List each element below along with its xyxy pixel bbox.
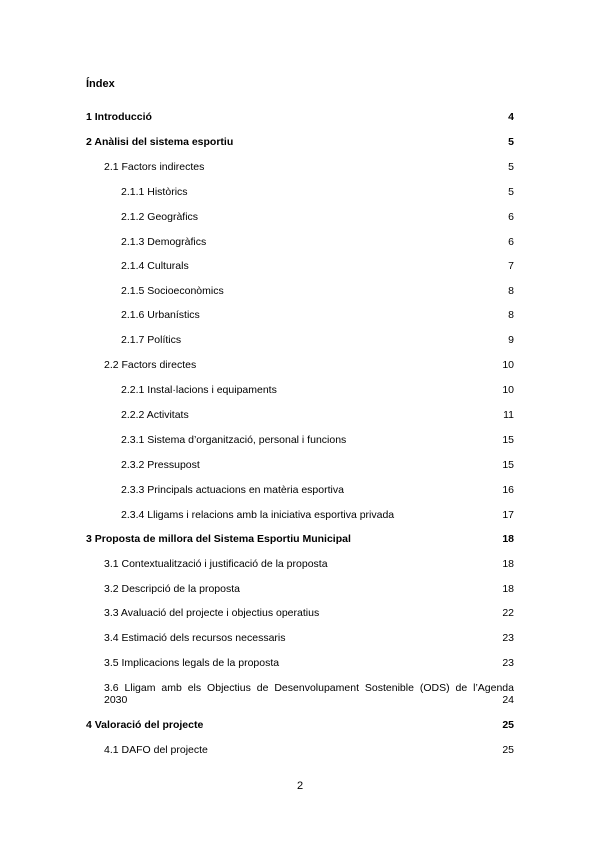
toc-entry[interactable] [121,383,514,397]
toc-entry-title: 3.6 Lligam amb els Objectius de Desenvolupament Sostenible (ODS) de l’Agenda [104,682,514,694]
toc-entry-title: 2.1.6 Urbanístics [121,309,200,321]
toc-entry-title: 2.3.2 Pressupost [121,459,200,471]
toc-entry-title: 2.1 Factors indirectes [104,161,205,173]
toc-entry[interactable] [104,656,514,670]
toc-entry[interactable] [121,259,514,273]
toc-entry-title: 2.2.1 Instal·lacions i equipaments [121,384,277,396]
toc-entry-page: 6 [508,236,514,248]
toc-entry[interactable] [121,333,514,347]
toc-entry[interactable] [86,532,514,546]
toc-entry-page: 15 [502,459,514,471]
page-heading: Índex [86,78,115,90]
toc-entry[interactable] [86,110,514,124]
toc-entry-page: 25 [502,719,514,731]
toc-entry-page: 24 [502,694,514,706]
toc-entry-title: 2 Anàlisi del sistema esportiu [86,136,234,148]
toc-entry[interactable] [104,631,514,645]
toc-entry-page: 5 [508,136,514,148]
toc-entry[interactable] [104,160,514,174]
toc-entry[interactable] [121,308,514,322]
toc-entry-title: 4 Valoració del projecte [86,719,204,731]
toc-entry-title: 3.1 Contextualització i justificació de la proposta [104,558,328,570]
toc-entry[interactable] [121,458,514,472]
toc-entry-title: 1 Introducció [86,111,152,123]
toc-entry[interactable] [86,718,514,732]
toc-entry-page: 7 [508,260,514,272]
toc-entry-page: 5 [508,186,514,198]
toc-entry-page: 9 [508,334,514,346]
toc-entry-title: 2.1.1 Històrics [121,186,188,198]
toc-entry-page: 4 [508,111,514,123]
toc-entry-title: 2.1.4 Culturals [121,260,189,272]
toc-entry-title: 2.1.2 Geogràfics [121,211,199,223]
toc-entry[interactable] [121,235,514,249]
toc-entry-page: 5 [508,161,514,173]
toc-entry-page: 22 [502,607,514,619]
toc-entry-title: 2.3.4 Lligams i relacions amb la iniciativa esportiva privada [121,509,395,521]
toc-entry-page: 8 [508,309,514,321]
toc-entry-title-continued: 2030 [104,694,128,706]
toc-entry-page: 23 [502,657,514,669]
toc-entry-page: 18 [502,583,514,595]
toc-entry-title: 4.1 DAFO del projecte [104,744,208,756]
toc-entry-title: 3.2 Descripció de la proposta [104,583,240,595]
toc-entry[interactable] [104,582,514,596]
toc-entry[interactable] [104,557,514,571]
toc-entry-page: 15 [502,434,514,446]
toc-entry-page: 16 [502,484,514,496]
toc-entry[interactable] [121,508,514,522]
toc-entry-page: 18 [502,558,514,570]
toc-entry[interactable] [121,185,514,199]
toc-entry-page: 6 [508,211,514,223]
toc-entry[interactable] [121,210,514,224]
toc-entry-page: 17 [502,509,514,521]
toc-entry[interactable] [86,135,514,149]
toc-entry-title: 3.4 Estimació dels recursos necessaris [104,632,286,644]
toc-entry-title: 2.2 Factors directes [104,359,197,371]
toc-entry[interactable] [104,682,514,706]
toc-entry-page: 10 [502,359,514,371]
toc-entry-page: 8 [508,285,514,297]
toc-entry-page: 10 [502,384,514,396]
toc-entry[interactable] [121,408,514,422]
toc-entry-title: 3.5 Implicacions legals de la proposta [104,657,280,669]
toc-entry[interactable] [121,483,514,497]
toc-entry[interactable] [104,358,514,372]
toc-entry-title: 2.3.1 Sistema d’organització, personal i funcions [121,434,347,446]
toc-entry-title: 3 Proposta de millora del Sistema Esportiu Municipal [86,533,351,545]
toc-entry[interactable] [104,606,514,620]
toc-entry[interactable] [121,433,514,447]
toc-entry-title: 2.2.2 Activitats [121,409,189,421]
toc-entry-page: 25 [502,744,514,756]
toc-entry-title: 3.3 Avaluació del projecte i objectius operatius [104,607,320,619]
page-number: 2 [296,780,304,792]
toc-entry-title: 2.1.5 Socioeconòmics [121,285,224,297]
toc-entry[interactable] [104,743,514,757]
toc-entry-title: 2.1.7 Polítics [121,334,182,346]
toc-entry-page: 11 [503,409,514,421]
toc-entry-title: 2.3.3 Principals actuacions en matèria esportiva [121,484,344,496]
toc-entry-title: 2.1.3 Demogràfics [121,236,207,248]
toc-entry-page: 18 [502,533,514,545]
toc-entry[interactable] [121,284,514,298]
toc-entry-page: 23 [502,632,514,644]
